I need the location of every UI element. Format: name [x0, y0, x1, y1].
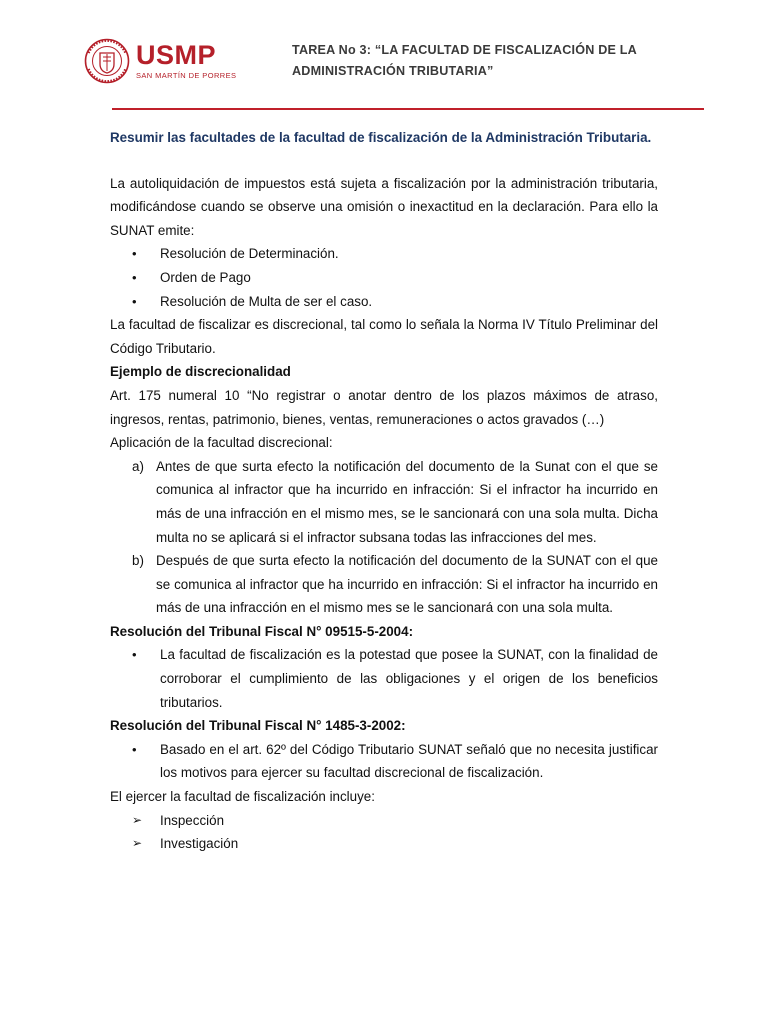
list-item-text: Orden de Pago: [160, 269, 251, 285]
list-item-text: Inspección: [160, 812, 225, 828]
bullet-icon: •: [132, 647, 137, 663]
list-item: [110, 549, 658, 620]
list-marker: a): [132, 458, 144, 474]
list-item-text: Basado en el art. 62º del Código Tributario SUNAT señaló que no necesita justificar los motivos para ejercer su facultad discrecional de fiscalización.: [160, 741, 658, 781]
list-item-text: Resolución de Multa de ser el caso.: [160, 293, 373, 309]
sunat-emits-list: [110, 242, 658, 313]
list-item: [110, 266, 658, 290]
document-body: [110, 126, 658, 856]
list-item: [110, 809, 658, 833]
intro-paragraph: La autoliquidación de impuestos está sujeta a fiscalización por la administración tributaria, modificándose cuando se observe una omisión o inexactitud en la declaración. Para ello la SUNAT emite:: [110, 175, 658, 238]
list-item-text: Antes de que surta efecto la notificación del documento de la Sunat con el que se comunica al infractor que ha incurrido en infracción: Si el infractor ha incurrido en más de una infracción en el mismo mes, se le sancionará con una sola multa. Dicha multa no se aplicará si el infractor subsana todas las infracciones del mes.: [156, 458, 658, 545]
list-item: [110, 242, 658, 266]
list-item: [110, 290, 658, 314]
resolution-2-list: [110, 738, 658, 785]
list-item: [110, 832, 658, 856]
application-paragraph: Aplicación de la facultad discrecional:: [110, 435, 333, 451]
logo-subtitle: SAN MARTÍN DE PORRES: [136, 71, 237, 80]
article-paragraph: Art. 175 numeral 10 “No registrar o anotar dentro de los plazos máximos de atraso, ingresos, rentas, patrimonio, bienes, ventas, remuneraciones o actos gravados (…): [110, 387, 658, 427]
list-item-text: La facultad de fiscalización es la potestad que posee la SUNAT, con la finalidad de corroborar el cumplimiento de las obligaciones y el origen de los beneficios tributarios.: [160, 647, 658, 710]
section-heading: Resumir las facultades de la facultad de fiscalización de la Administración Tributaria.: [110, 130, 652, 145]
list-item: [110, 643, 658, 714]
bullet-icon: •: [132, 741, 137, 757]
logo-wordmark: USMP: [136, 40, 217, 70]
list-item-text: Después de que surta efecto la notificación del documento de la SUNAT con el que se comunica al infractor que ha incurrido en infracción: Si el infractor ha incurrido en más de una infracción en el mismo mes se le sancionará con una sola multa.: [156, 553, 658, 616]
arrow-bullet-icon: ➢: [132, 812, 143, 827]
includes-list: [110, 809, 658, 856]
resolution-1-list: [110, 643, 658, 714]
list-item-text: Resolución de Determinación.: [160, 246, 339, 262]
discretionary-paragraph: La facultad de fiscalizar es discrecional, tal como lo señala la Norma IV Título Preliminar del Código Tributario.: [110, 317, 658, 356]
bullet-icon: •: [132, 293, 137, 309]
document-title: TAREA No 3: “LA FACULTAD DE FISCALIZACIÓN DE LA ADMINISTRACIÓN TRIBUTARIA”: [292, 43, 637, 78]
resolution-heading-2: Resolución del Tribunal Fiscal N° 1485-3-2002:: [110, 718, 406, 734]
list-item: [110, 455, 658, 549]
includes-paragraph: El ejercer la facultad de fiscalización incluye:: [110, 789, 375, 805]
page-header: [0, 0, 768, 112]
example-heading: Ejemplo de discrecionalidad: [110, 364, 291, 380]
bullet-icon: •: [132, 246, 137, 262]
application-list: [110, 455, 658, 620]
spacer: [110, 150, 658, 172]
list-item-text: Investigación: [160, 836, 239, 852]
bullet-icon: •: [132, 269, 137, 285]
list-item: [110, 738, 658, 785]
header-divider: [112, 108, 704, 110]
usmp-logo: [84, 38, 237, 88]
list-marker: b): [132, 553, 144, 569]
resolution-heading-1: Resolución del Tribunal Fiscal N° 09515-5-2004:: [110, 623, 414, 639]
university-seal-icon: [84, 38, 130, 84]
arrow-bullet-icon: ➢: [132, 836, 143, 851]
